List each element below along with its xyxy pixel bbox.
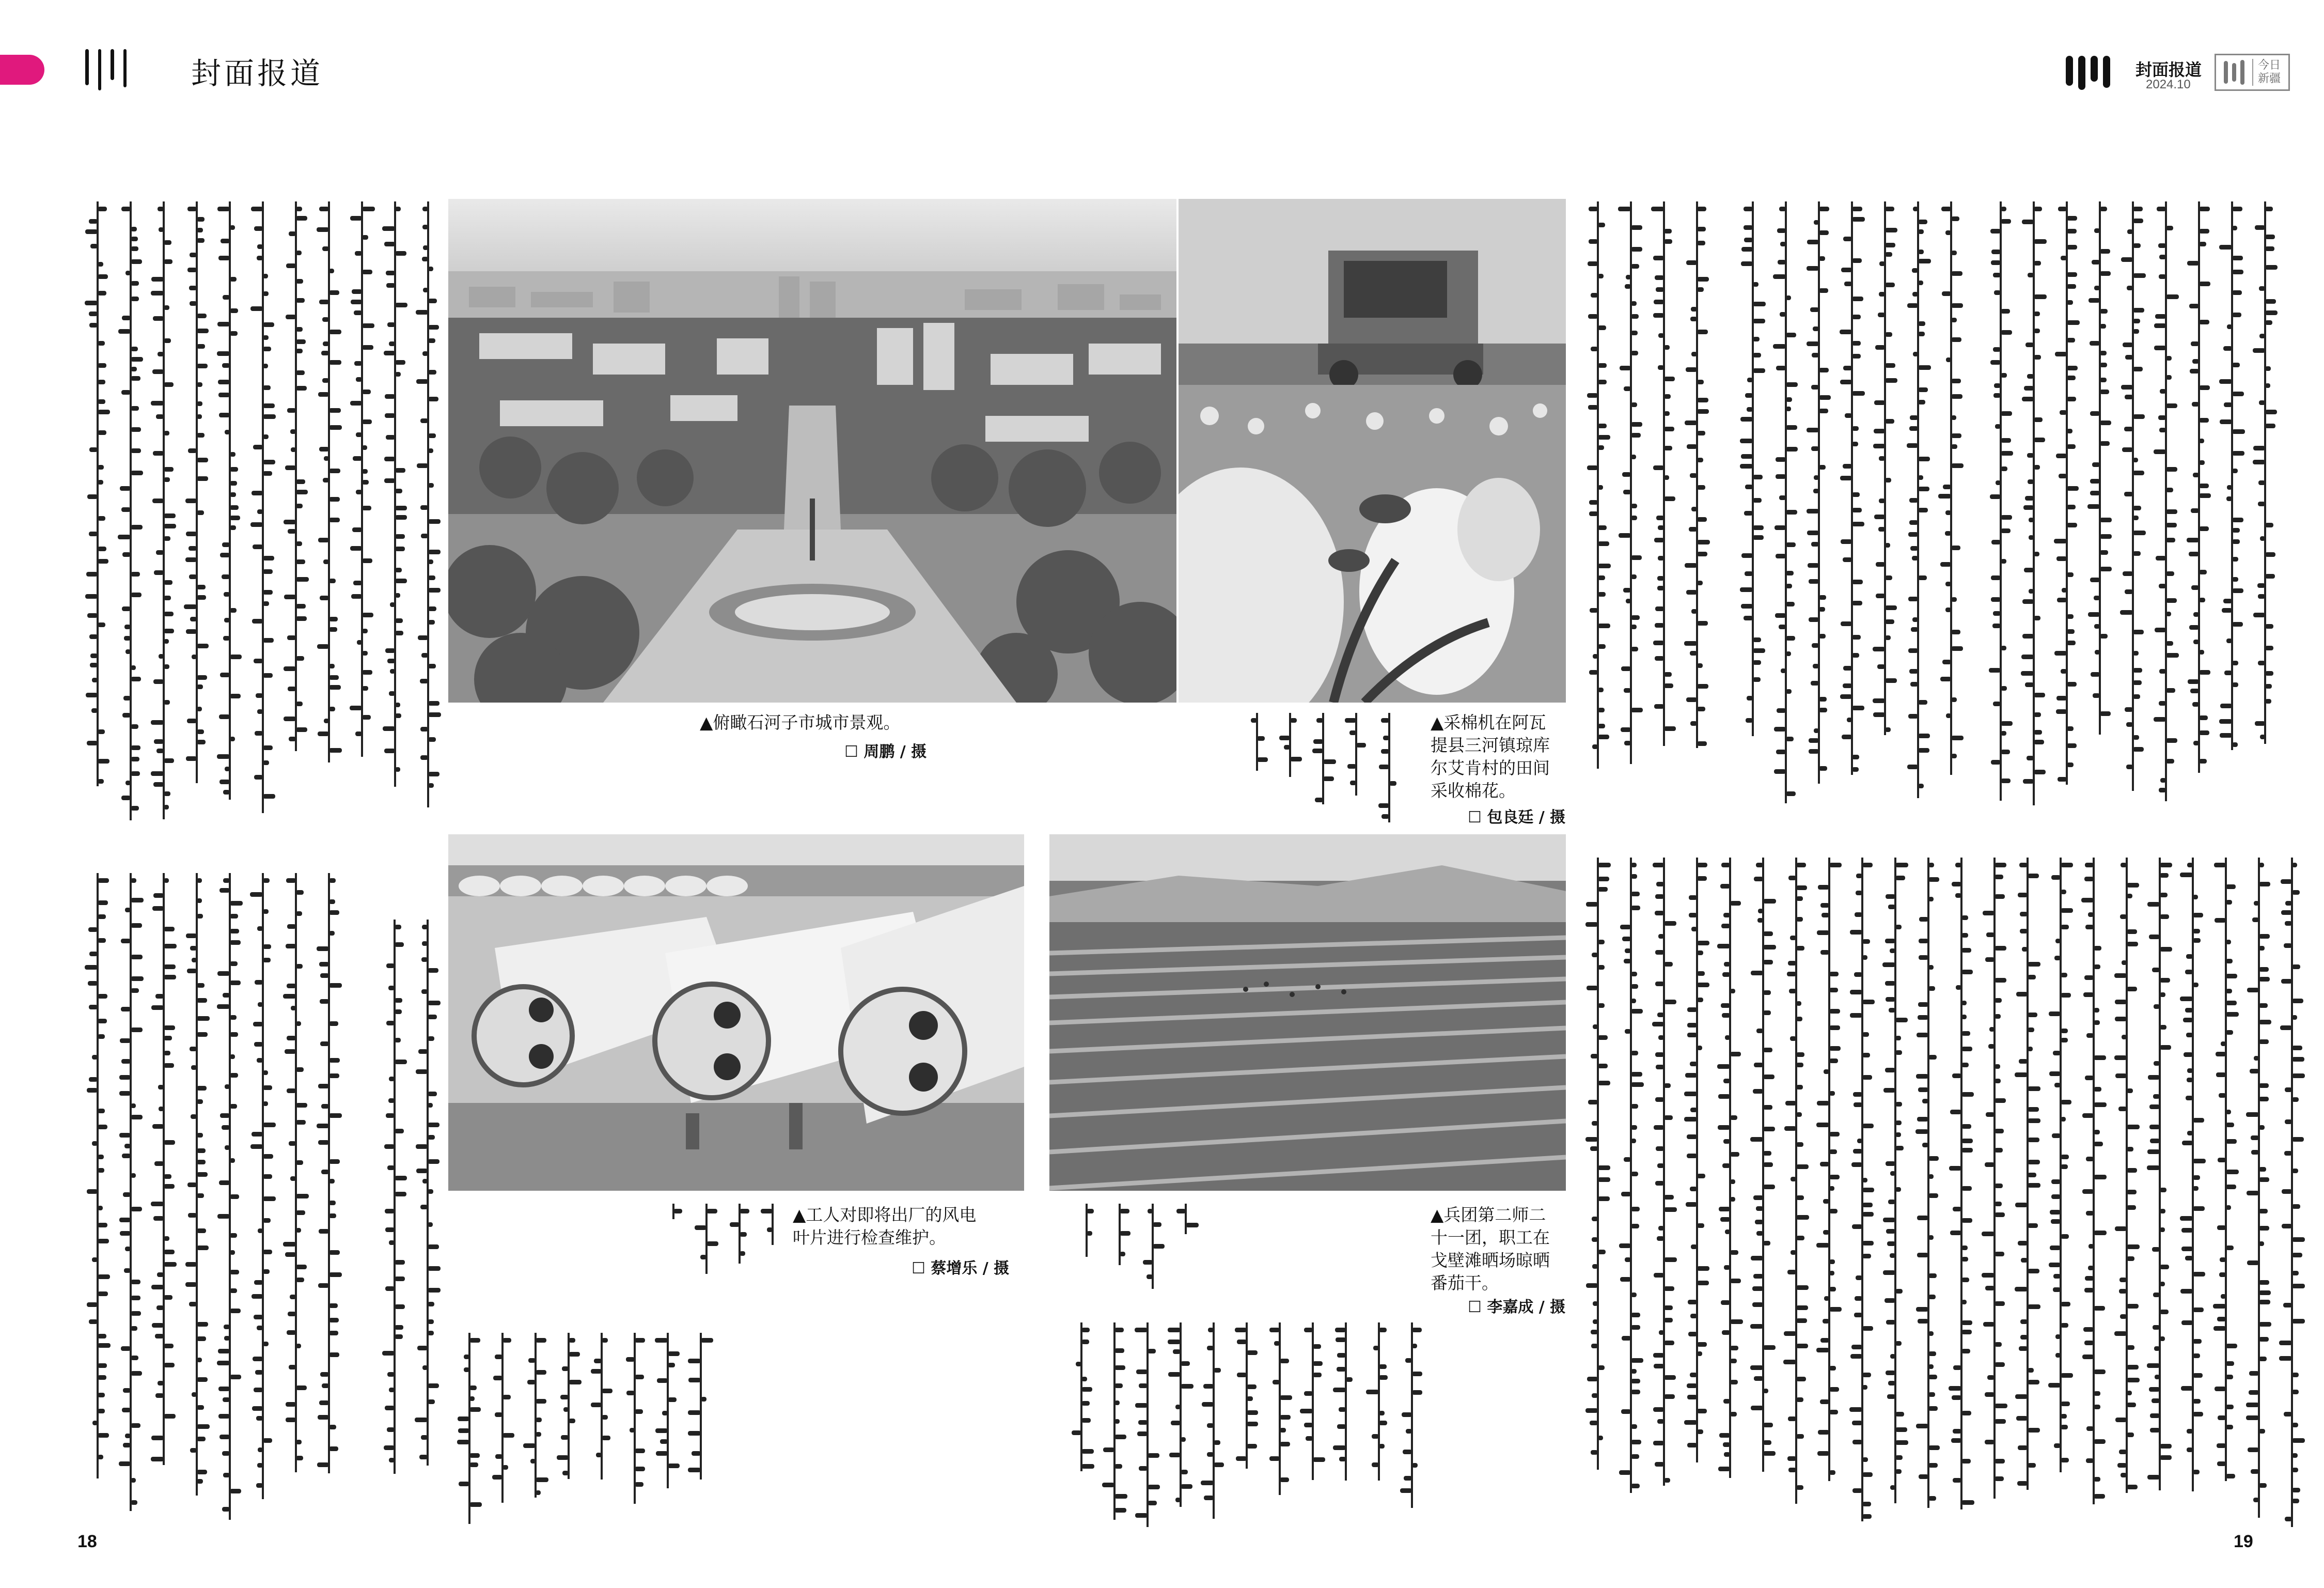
mongolian-text-column <box>1888 858 1903 1503</box>
mongolian-text-column <box>1239 1322 1254 1469</box>
mongolian-text-column <box>1756 858 1770 1472</box>
mongolian-text-column <box>1690 201 1704 748</box>
mongolian-text-column <box>90 873 105 1478</box>
mongolian-text-column <box>2153 858 2167 1490</box>
section-tab-marker <box>0 55 44 85</box>
mongolian-text-column <box>2086 858 2101 1504</box>
mongolian-text-column <box>322 201 336 762</box>
mongolian-text-column <box>1591 201 1605 769</box>
mongolian-text-column <box>223 201 237 800</box>
mongolian-text-column <box>462 1333 477 1524</box>
mongolian-text-column <box>594 1333 609 1480</box>
mongolian-text-column <box>156 873 171 1465</box>
mongolian-text-column <box>1911 201 1925 798</box>
mongolian-text-column <box>1079 1204 1094 1257</box>
mongolian-text-column <box>699 1204 714 1274</box>
mongolian-text-column <box>123 873 138 1511</box>
mongolian-text-column <box>2192 201 2206 773</box>
credit-blades: ☐ 蔡增乐 / 摄 <box>912 1259 1010 1278</box>
mongolian-text-column <box>156 201 171 819</box>
mongolian-text-column <box>627 1333 642 1504</box>
mongolian-text-column <box>289 873 303 1472</box>
mongolian-text-column <box>732 1204 747 1264</box>
mongolian-text-column <box>1405 1322 1419 1508</box>
logo-mongolian-glyphs <box>2216 57 2252 88</box>
mongolian-text-column <box>561 1333 576 1479</box>
mongolian-text-column <box>1112 1204 1127 1265</box>
wind-turbine-blades-photo <box>448 834 1024 1191</box>
mongolian-text-column <box>2126 201 2140 791</box>
mongolian-text-column <box>223 873 237 1520</box>
mongolian-text-column <box>90 201 105 786</box>
mongolian-text-column <box>1349 713 1363 796</box>
mongolian-text-column <box>1316 713 1330 804</box>
mongolian-section-label-left <box>85 49 132 101</box>
mongolian-text-column <box>1273 1322 1287 1495</box>
credit-city: ☐ 周鹏 / 摄 <box>844 743 927 761</box>
mongolian-text-column <box>123 201 138 820</box>
mongolian-text-column <box>1145 1204 1160 1289</box>
mongolian-text-column <box>190 201 204 783</box>
mongolian-text-column <box>2027 201 2041 805</box>
logo-chinese-text: 今日新疆 <box>2252 59 2285 86</box>
mongolian-text-column <box>495 1333 510 1503</box>
mongolian-text-column <box>1822 858 1836 1481</box>
mongolian-text-column <box>1339 1322 1353 1481</box>
mongolian-text-column <box>1624 858 1638 1493</box>
mongolian-text-column <box>694 1333 708 1480</box>
mongolian-text-column <box>661 1333 675 1488</box>
mongolian-text-column <box>1657 858 1671 1486</box>
mongolian-text-column <box>190 873 204 1496</box>
mongolian-section-label-right <box>2066 56 2115 92</box>
mongolian-text-column <box>1779 201 1793 803</box>
mongolian-text-column <box>420 920 435 1466</box>
mongolian-text-column <box>2258 201 2272 744</box>
caption-city: ▲俯瞰石河子市城市景观。 <box>700 712 901 733</box>
mongolian-text-column <box>1878 201 1892 735</box>
caption-tomato: ▲兵团第二师二 十一团，职工在 戈壁滩晒场晾晒 番茄干。 <box>1431 1205 1550 1293</box>
mongolian-text-column <box>256 873 270 1499</box>
mongolian-text-column <box>1921 858 1936 1508</box>
magazine-logo <box>2215 54 2290 91</box>
mongolian-text-column <box>2060 201 2074 785</box>
mongolian-text-column <box>1954 858 1969 1509</box>
mongolian-text-column <box>1746 201 1760 736</box>
mongolian-text-column <box>2225 201 2239 750</box>
mongolian-text-column <box>1591 858 1605 1470</box>
mongolian-text-column <box>1657 201 1671 746</box>
credit-cotton: ☐ 包良廷 / 摄 <box>1468 808 1566 827</box>
mongolian-text-column <box>1690 858 1704 1462</box>
mongolian-text-column <box>2053 858 2068 1472</box>
mongolian-text-column <box>2186 858 2200 1491</box>
mongolian-text-column <box>388 201 402 787</box>
mongolian-text-column <box>1250 713 1264 771</box>
mongolian-text-column <box>387 920 402 1474</box>
mongolian-text-column <box>2093 201 2107 735</box>
mongolian-text-column <box>765 1204 780 1245</box>
mongolian-text-column <box>1812 201 1826 784</box>
mongolian-text-column <box>1993 201 2008 801</box>
mongolian-text-column <box>256 201 270 813</box>
city-aerial-photo <box>448 199 1176 703</box>
page-number-right: 19 <box>2234 1532 2253 1551</box>
mongolian-text-column <box>1206 1322 1221 1519</box>
mongolian-text-column <box>1074 1322 1089 1471</box>
mongolian-text-column <box>1140 1322 1155 1527</box>
mongolian-text-column <box>421 201 435 807</box>
mongolian-text-column <box>1845 201 1859 775</box>
mongolian-text-column <box>289 201 303 751</box>
mongolian-text-column <box>1283 713 1297 777</box>
mongolian-text-column <box>322 873 336 1473</box>
caption-cotton: ▲采棉机在阿瓦 提县三河镇琼库 尔艾肯村的田间 采收棉花。 <box>1431 712 1550 801</box>
mongolian-text-column <box>1723 858 1737 1478</box>
mongolian-text-column <box>2219 858 2233 1481</box>
credit-tomato: ☐ 李嘉成 / 摄 <box>1468 1298 1566 1316</box>
mongolian-text-column <box>1944 201 1958 775</box>
section-title-left: 封面报道 <box>191 56 324 91</box>
section-title-right: 封面报道 <box>2135 60 2202 79</box>
mongolian-text-column <box>1855 858 1870 1521</box>
mongolian-text-column <box>1107 1322 1122 1520</box>
page-number-left: 18 <box>77 1532 97 1551</box>
mongolian-text-column <box>1372 1322 1386 1481</box>
mongolian-text-column <box>355 201 369 757</box>
mongolian-text-column <box>2285 858 2299 1527</box>
mongolian-text-column <box>666 1204 681 1219</box>
mongolian-text-column <box>2020 858 2035 1490</box>
issue-date: 2024.10 <box>2146 77 2191 91</box>
mongolian-text-column <box>1624 201 1638 764</box>
mongolian-text-column <box>2252 858 2266 1518</box>
mongolian-text-column <box>1306 1322 1320 1480</box>
mongolian-text-column <box>1789 858 1803 1504</box>
mongolian-text-column <box>528 1333 543 1498</box>
mongolian-text-column <box>1173 1322 1188 1507</box>
cotton-harvester-photo <box>1179 199 1566 703</box>
mongolian-text-column <box>1382 713 1396 822</box>
caption-blades: ▲工人对即将出厂的风电 叶片进行检查维护。 <box>793 1205 977 1248</box>
mongolian-text-column <box>1179 1204 1193 1234</box>
mongolian-text-column <box>2159 201 2173 801</box>
mongolian-text-column <box>2119 858 2134 1493</box>
tomato-drying-field-photo <box>1049 834 1566 1191</box>
mongolian-text-column <box>1987 858 2002 1499</box>
